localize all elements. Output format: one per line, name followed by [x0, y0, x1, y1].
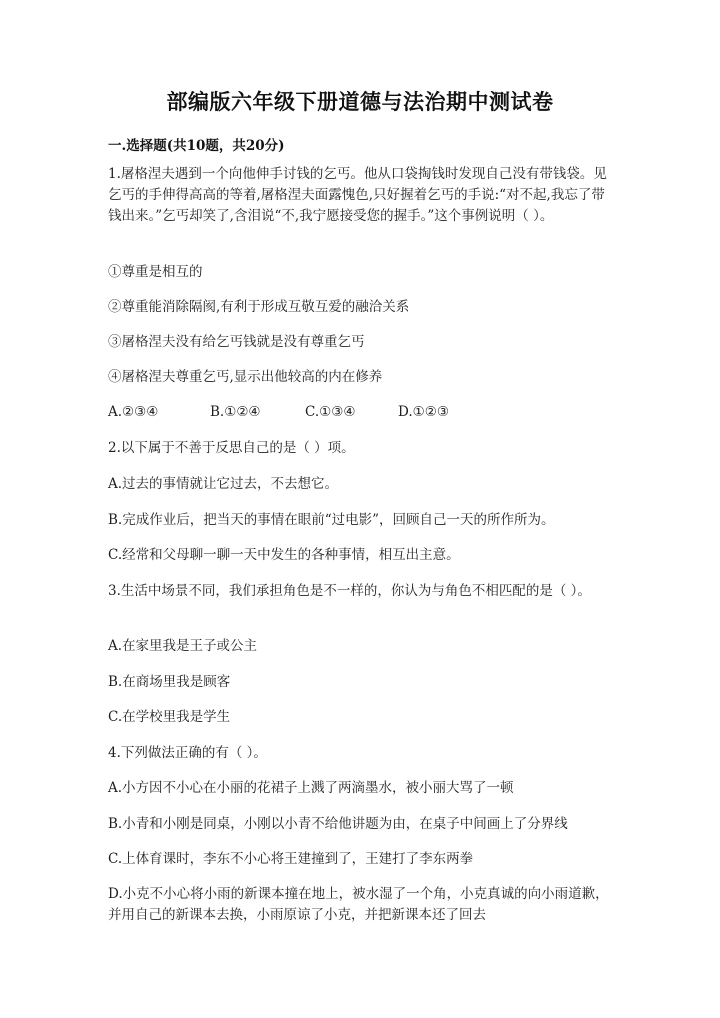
question-1-stem: 1.屠格涅夫遇到一个向他伸手讨钱的乞丐。他从口袋掏钱时发现自己没有带钱袋。见乞丐的手伸得高高的等着,屠格涅夫面露愧色,只好握着乞丐的手说:“对不起,我忘了带钱出来。”乞丐却笑了,含泪说“不,我宁愿接受您的握手。”这个事例说明（ ）。: [108, 166, 607, 224]
question-4-option-d: D.小克不小心将小雨的新课本撞在地上，被水湿了一个角，小克真诚的向小雨道歉，并用自己的新课本去换，小雨原谅了小克，并把新课本还了回去: [108, 886, 609, 923]
question-4-option-a: A.小方因不小心在小丽的花裙子上溅了两滴墨水，被小丽大骂了一顿: [108, 780, 514, 796]
question-1-statement-3: ③屠格涅夫没有给乞丐钱就是没有尊重乞丐: [108, 334, 365, 350]
question-3-stem: 3.生活中场景不同，我们承担角色是不一样的，你认为与角色不相匹配的是（ ）。: [108, 583, 591, 599]
question-2-option-b: B.完成作业后，把当天的事情在眼前“过电影”，回顾自己一天的所作所为。: [108, 512, 555, 528]
question-1-statement-1: ①尊重是相互的: [108, 264, 203, 280]
question-1-option-b: B.①②④: [210, 404, 261, 420]
question-4-stem: 4.下列做法正确的有（ ）。: [108, 745, 267, 761]
question-1-statement-4: ④屠格涅夫尊重乞丐,显示出他较高的内在修养: [108, 369, 383, 385]
question-1-options: [108, 402, 613, 423]
question-2-option-c: C.经常和父母聊一聊一天中发生的各种事情，相互出主意。: [108, 547, 460, 563]
section-heading: 一.选择题(共10题，共20分): [108, 138, 285, 154]
question-3-option-c: C.在学校里我是学生: [108, 709, 231, 725]
question-1-option-c: C.①③④: [305, 404, 356, 420]
question-3-option-a: A.在家里我是王子或公主: [108, 638, 258, 654]
exam-title: 部编版六年级下册道德与法治期中测试卷: [166, 89, 554, 114]
question-3-option-b: B.在商场里我是顾客: [108, 674, 231, 690]
question-1-statement-2: ②尊重能消除隔阂,有利于形成互敬互爱的融洽关系: [108, 299, 410, 315]
question-2-stem: 2.以下属于不善于反思自己的是（ ）项。: [108, 440, 355, 456]
question-4-option-b: B.小青和小刚是同桌，小刚以小青不给他讲题为由，在桌子中间画上了分界线: [108, 816, 568, 832]
question-2-option-a: A.过去的事情就让它过去，不去想它。: [108, 476, 339, 492]
question-1-option-d: D.①②③: [398, 404, 449, 420]
question-4-option-c: C.上体育课时，李东不小心将王建撞到了，王建打了李东两拳: [108, 851, 474, 867]
question-1-option-a: A.②③④: [108, 404, 159, 420]
